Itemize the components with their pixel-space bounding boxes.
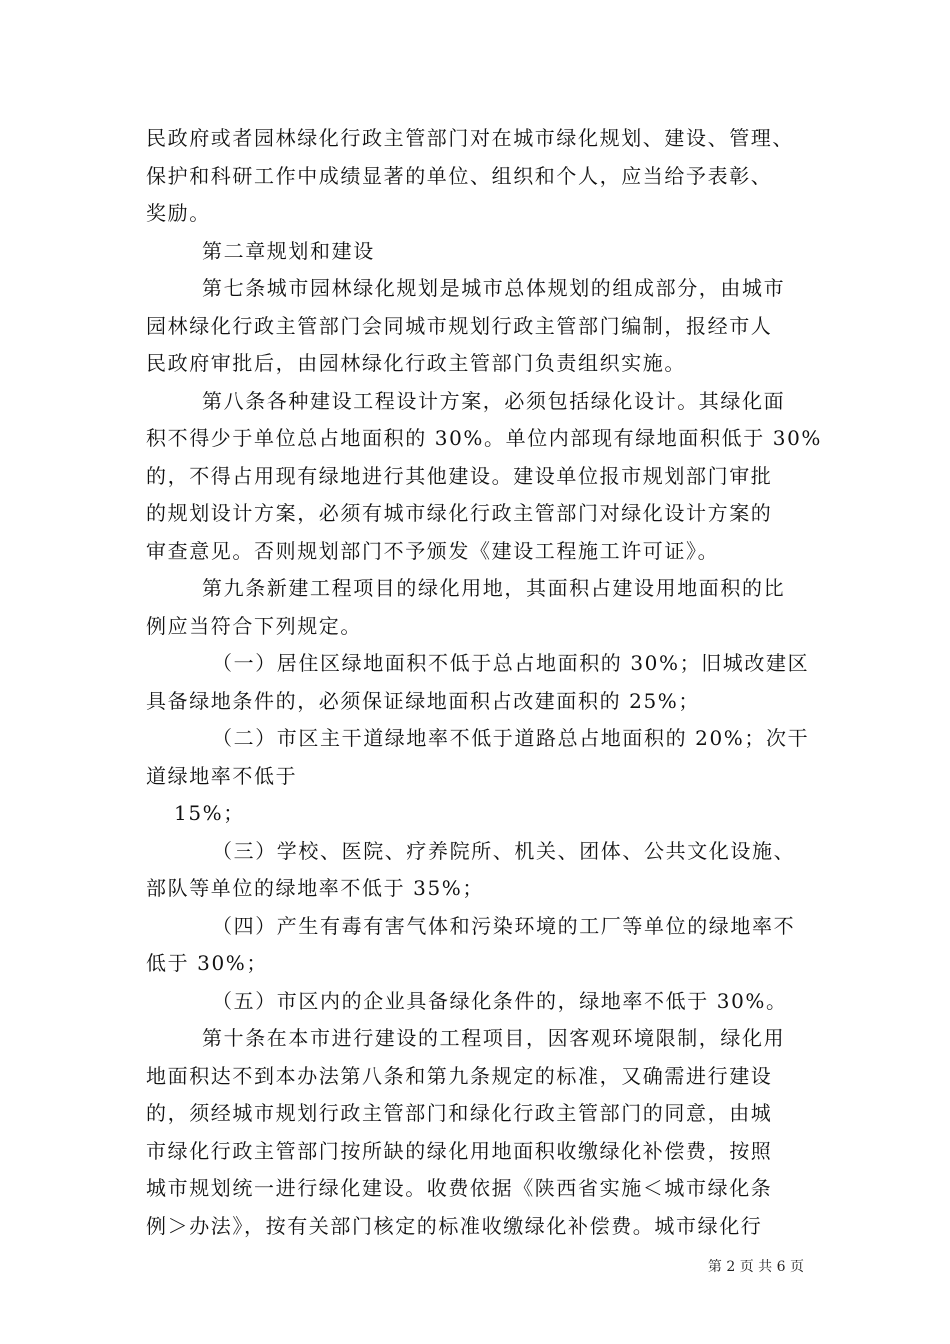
text-line: 奖励。 [146, 201, 211, 225]
text-line: 低于 30%； [146, 951, 269, 975]
text-line: 第十条在本市进行建设的工程项目，因客观环境限制，绿化用 [202, 1026, 786, 1050]
text-line: 园林绿化行政主管部门会同城市规划行政主管部门编制，报经市人 [146, 313, 773, 338]
text-line: 保护和科研工作中成绩显著的单位、组织和个人，应当给予表彰、 [146, 163, 773, 188]
text-line: 地面积达不到本办法第八条和第九条规定的标准，又确需进行建设 [146, 1063, 773, 1088]
text-line: 民政府审批后，由园林绿化行政主管部门负责组织实施。 [146, 351, 686, 375]
text-line: 部队等单位的绿地率不低于 35%； [146, 876, 485, 900]
text-line: 第九条新建工程项目的绿化用地，其面积占建设用地面积的比 [202, 576, 786, 600]
text-line: 的，须经城市规划行政主管部门和绿化行政主管部门的同意，由城 [146, 1101, 773, 1125]
list-item-line: （一）居住区绿地面积不低于总占地面积的 30%；旧城改建区 [212, 651, 810, 675]
list-item-line: （二）市区主干道绿地率不低于道路总占地面积的 20%；次干 [212, 726, 810, 750]
text-line: 第七条城市园林绿化规划是城市总体规划的组成部分，由城市 [202, 276, 786, 300]
text-line: 具备绿地条件的，必须保证绿地面积占改建面积的 25%； [146, 688, 701, 713]
page-number: 第 2 页 共 6 页 [707, 1259, 804, 1275]
text-line: 例＞办法》，按有关部门核定的标准收缴绿化补偿费。城市绿化行 [146, 1213, 763, 1238]
list-item-line: （五）市区内的企业具备绿化条件的，绿地率不低于 30%。 [212, 988, 788, 1013]
list-item-line: （三）学校、医院、疗养院所、机关、团体、公共文化设施、 [212, 838, 796, 863]
text-line: 积不得少于单位总占地面积的 30%。单位内部现有绿地面积低于 30% [146, 426, 823, 450]
text-line: 道绿地率不低于 [146, 763, 298, 788]
text-line: 的规划设计方案，必须有城市绿化行政主管部门对绿化设计方案的 [146, 501, 773, 525]
text-line: 审查意见。否则规划部门不予颁发《建设工程施工许可证》。 [146, 538, 720, 563]
text-line: 民政府或者园林绿化行政主管部门对在城市绿化规划、建设、管理、 [146, 126, 794, 150]
chapter-heading: 第二章规划和建设 [202, 238, 375, 263]
text-line: 城市规划统一进行绿化建设。收费依据《陕西省实施＜城市绿化条 [146, 1176, 773, 1200]
text-line: 15%； [174, 801, 245, 825]
text-line: 的，不得占用现有绿地进行其他建设。建设单位报市规划部门审批 [146, 463, 773, 488]
text-line: 例应当符合下列规定。 [146, 613, 362, 638]
text-line: 市绿化行政主管部门按所缺的绿化用地面积收缴绿化补偿费，按照 [146, 1138, 773, 1163]
list-item-line: （四）产生有毒有害气体和污染环境的工厂等单位的绿地率不 [212, 913, 796, 938]
text-line: 第八条各种建设工程设计方案，必须包括绿化设计。其绿化面 [202, 388, 786, 413]
document-body [146, 120, 823, 1245]
